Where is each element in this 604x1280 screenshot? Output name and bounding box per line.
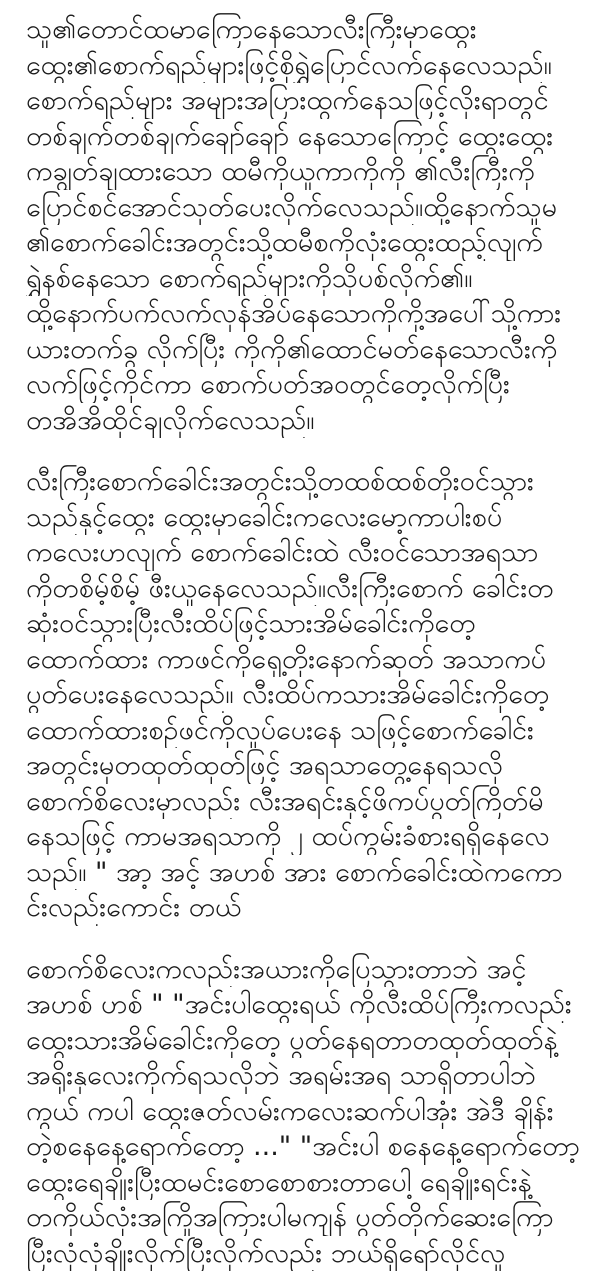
text-line: စောက်ရည်များ အများအပြားထွက်နေသဖြင့်လိုးရာတွင် bbox=[26, 85, 549, 116]
text-line: နေသဖြင့် ကာမအရသာကို ၂ ထပ်ကွမ်းခံစားရရှိနေလေ bbox=[26, 821, 550, 852]
text-line: တကိုယ်လုံးအကြိုအကြားပါမကျန် ပွတ်တိုက်ဆေးကြော bbox=[26, 1202, 554, 1233]
text-line: ထို့နောက်ပက်လက်လှန်အိပ်နေသောကိုကို့အပေါ်သို့ကား bbox=[26, 298, 562, 329]
text-line: ထောက်ထားစဉ်ဖင်ကိုလှုပ်ပေးနေ သဖြင့်စောက်ခေါင်း bbox=[26, 714, 534, 746]
text-line: ပြီးလုံလုံချိုးလိုက်ပြီးလိုက်လည်း ဘယ်ရှိရော်လိုင်လူ bbox=[26, 1237, 506, 1269]
text-line: ရွှဲနစ်နေသော စောက်ရည်များကိုသိုပစ်လိုက်၏။ bbox=[26, 262, 473, 294]
text-line: ကချွတ်ချထားသော ထမီကိုယူကာကိုကို ၏လီးကြီးကို bbox=[26, 156, 535, 187]
text-line: ဆုံးဝင်သွားပြီးလီးထိပ်ဖြင့်သားအိမ်ခေါင်းကိုတေ့ bbox=[26, 608, 476, 639]
text-line: ကိုတစိမ့်စိမ့် ဖီးယူနေလေသည်။လီးကြီးစောက် ခေါင်းတ bbox=[26, 572, 554, 604]
text-line: င်းလည်းကောင်း တယ် bbox=[26, 892, 242, 923]
text-line: ထွေးသားအိမ်ခေါင်းကိုတေ့ ပွတ်နေရတာတထုတ်ထုတ်နဲ့ bbox=[26, 1024, 558, 1056]
text-line: သည်နှင့်ထွေး ထွေးမှာခေါင်းကလေးမော့ကာပါးစပ် bbox=[26, 501, 503, 533]
text-line: တဲ့စနေနေ့ရောက်တော့ ..." "အင်းပါ စနေနေ့ရောက်တော့ bbox=[26, 1131, 580, 1162]
text-line: ထောက်ထား ကာဖင်ကိုရှေ့တိုးနောက်ဆုတ် အသာကပ် bbox=[26, 643, 547, 675]
text-line: ကလေးဟလျက် စောက်ခေါင်းထဲ လီးဝင်သောအရသာ bbox=[26, 537, 539, 568]
paragraph bbox=[26, 464, 580, 926]
text-line: ကွယ် ကပါ ထွေးဇတ်လမ်းကလေးဆက်ပါအုံး အဲဒီ ချိန်း bbox=[26, 1095, 554, 1127]
text-line: ယားတက်ခွ လိုက်ပြီး ကိုကို၏ထောင်မတ်နေသောလီးကို bbox=[26, 333, 558, 365]
text-line: ပြောင်စင်အောင်သုတ်ပေးလိုက်လေသည်။ထို့နောက်သူမ bbox=[26, 191, 558, 223]
text-line: သူ၏တောင်ထမာကြောနေသောလီးကြီးမှာထွေး bbox=[26, 14, 477, 45]
text-line: လက်ဖြင့်ကိုင်ကာ စောက်ပတ်အဝတွင်တေ့လိုက်ပြီး bbox=[26, 369, 510, 400]
text-line: တအိအိထိုင်ချလိုက်လေသည်။ bbox=[26, 404, 315, 436]
text-line: စောက်စိလေးမှာလည်း လီးအရင်းနှင့်ဖိကပ်ပွတ်ကြိတ်မိ bbox=[26, 785, 544, 817]
text-line: လီးကြီးစောက်ခေါင်းအတွင်းသို့တထစ်ထစ်တိုးဝင်သွား bbox=[26, 466, 534, 497]
text-line: စောက်စိလေးကလည်းအယားကိုပြေသွားတာဘဲ အင့် bbox=[26, 953, 527, 985]
text-line: ၏စောက်ခေါင်းအတွင်းသို့ထမီစကိုလုံးထွေးထည့်လျက် bbox=[26, 227, 543, 258]
text-line: သည်။ " အာ့ အင့် အဟစ် အား စောက်ခေါင်းထဲကကော bbox=[26, 856, 563, 888]
text-line: တစ်ချက်တစ်ချက်ချော်ချော် နေသောကြောင့် ထွေးထွေး bbox=[26, 120, 554, 152]
text-line: ထွေး၏စောက်ရည်များဖြင့်စိုရွှဲပြောင်လက်နေလေသည်။ bbox=[26, 49, 552, 81]
paragraph bbox=[26, 952, 580, 1272]
text-line: အရိုးနုလေးကိုက်ရသလိုဘဲ အရမ်းအရ သာရှိတာပါဘဲ bbox=[26, 1060, 536, 1091]
paragraph bbox=[26, 12, 580, 438]
text-line: ပွတ်ပေးနေလေသည်။ လီးထိပ်ကသားအိမ်ခေါင်းကိုတေ့ bbox=[26, 679, 550, 710]
text-line: ထွေးရေချိုးပြီးထမင်းစောစောစားတာပေါ့ ရေချိုးရင်းနဲ့ bbox=[26, 1166, 532, 1198]
text-line: အတွင်းမှတထုတ်ထုတ်ဖြင့် အရသာတွေ့နေရသလို bbox=[26, 750, 503, 781]
text-line: အဟစ် ဟစ် " "အင်းပါထွေးရယ် ကိုလီးထိပ်ကြီးကလည်း bbox=[26, 989, 572, 1020]
